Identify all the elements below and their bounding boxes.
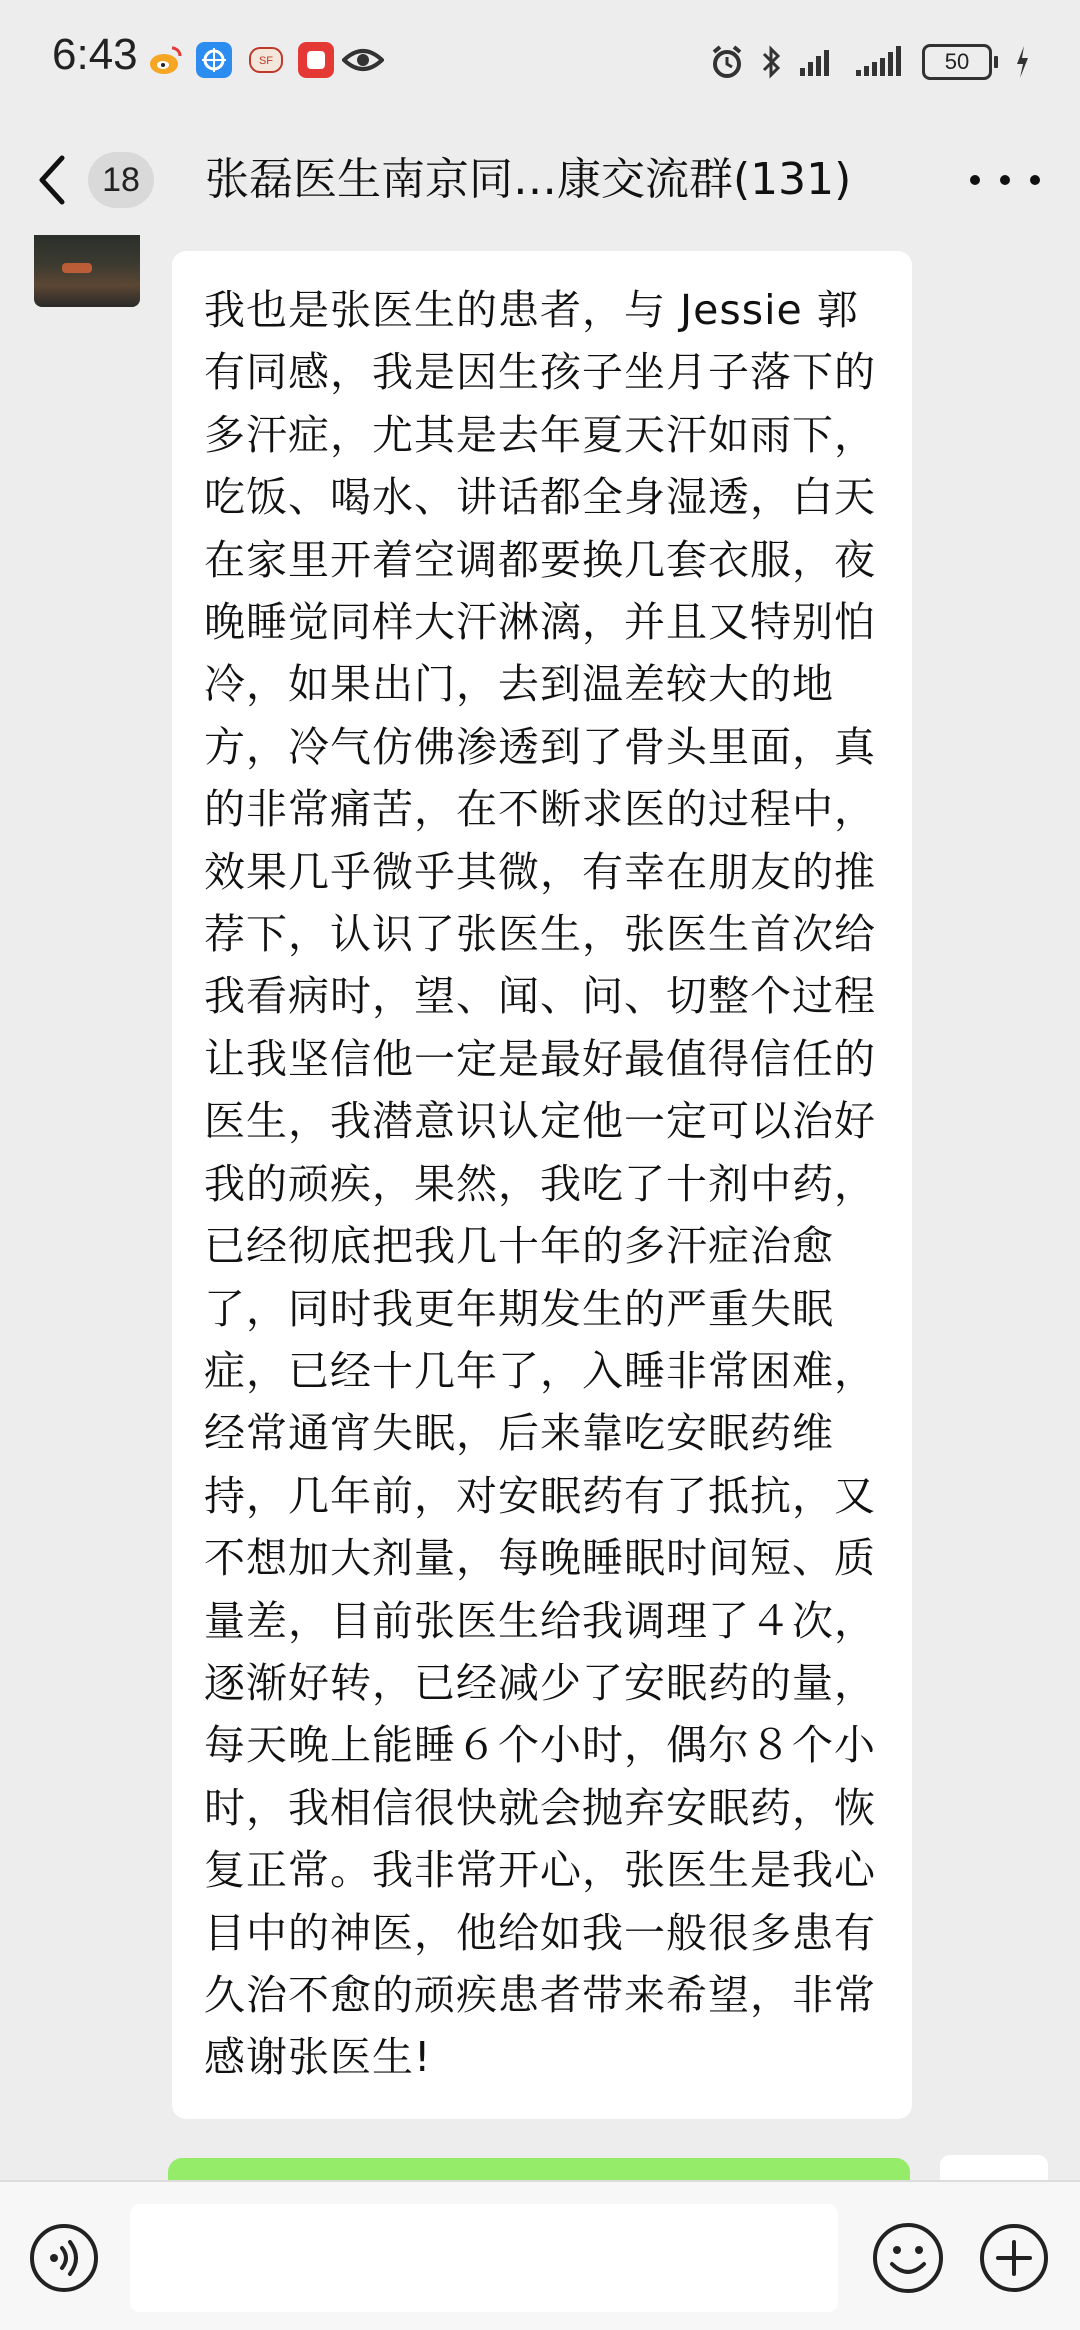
status-indicators [710,40,1030,84]
message-input[interactable] [130,2204,838,2312]
status-bar [0,0,1080,125]
eye-icon [342,42,384,78]
alarm-icon [710,44,744,80]
avatar-image-detail [62,263,92,273]
battery-indicator [922,44,998,80]
emoji-icon[interactable] [870,2220,946,2296]
chat-title: 张磊医生南京同…康交流群(131) [205,154,852,205]
chat-message-list[interactable] [0,235,1080,2180]
sender-avatar[interactable] [34,235,140,307]
red-app-icon [298,42,334,78]
voice-input-icon[interactable] [28,2222,100,2294]
weibo-icon [148,42,184,78]
alipay-icon [196,42,232,78]
charging-icon [1014,44,1030,80]
sf-express-icon [248,42,284,78]
more-dot-icon [970,175,980,185]
chat-header [0,125,1080,235]
battery-level: 50 [922,44,992,80]
own-avatar-partial[interactable] [940,2155,1048,2180]
back-button[interactable] [30,147,170,213]
own-message-bubble-partial[interactable] [168,2158,910,2180]
more-dot-icon [1000,175,1010,185]
more-dot-icon [1030,175,1040,185]
signal-strength-2-icon [854,44,906,80]
message-text: 我也是张医生的患者，与 Jessie 郭有同感，我是因生孩子坐月子落下的多汗症，尤其是去年夏天汗如雨下，吃饭、喝水、讲话都全身湿透，白天在家里开着空调都要换几套衣服，夜晚睡觉同样大汗淋漓，并且又特别怕冷，如果出门，去到温差较大的地方，冷气仿佛渗透到了骨头里面，真的非常痛苦，在不断求医的过程中，效果几乎微乎其微，有幸在朋友的推荐下，认识了张医生，张医生首次给我看病时，望、闻、问、切整个过程让我坚信他一定是最好最值得信任的医生，我潜意识认定他一定可以治好我的顽疾，果然，我吃了十剂中药，已经彻底把我几十年的多汗症治愈了，同时我更年期发生的严重失眠症，已经十几年了，入睡非常困难，经常通宵失眠，后来靠吃安眠药维持，几年前，对安眠药有了抵抗，又不想加大剂量，每晚睡眠时间短、质量差，目前张医生给我调理了４次，逐渐好转，已经减少了安眠药的量，每天晚上能睡６个小时，偶尔８个小时，我相信很快就会抛弃安眠药，恢复正常。我非常开心，张医生是我心目中的神医，他给如我一般很多患有久治不愈的顽疾患者带来希望，非常感谢张医生! [204,286,876,2082]
more-options-button[interactable] [970,155,1040,205]
plus-icon[interactable] [978,2222,1050,2294]
message-bubble[interactable] [172,251,912,2119]
unread-count-badge: 18 [88,152,154,208]
bluetooth-icon [760,44,782,80]
message-input-bar [0,2180,1080,2330]
signal-strength-icon [798,44,838,80]
svg-text:SF: SF [258,55,274,67]
battery-tip [994,56,998,68]
chevron-left-icon [30,150,76,210]
status-time: 6:43 [52,30,138,79]
